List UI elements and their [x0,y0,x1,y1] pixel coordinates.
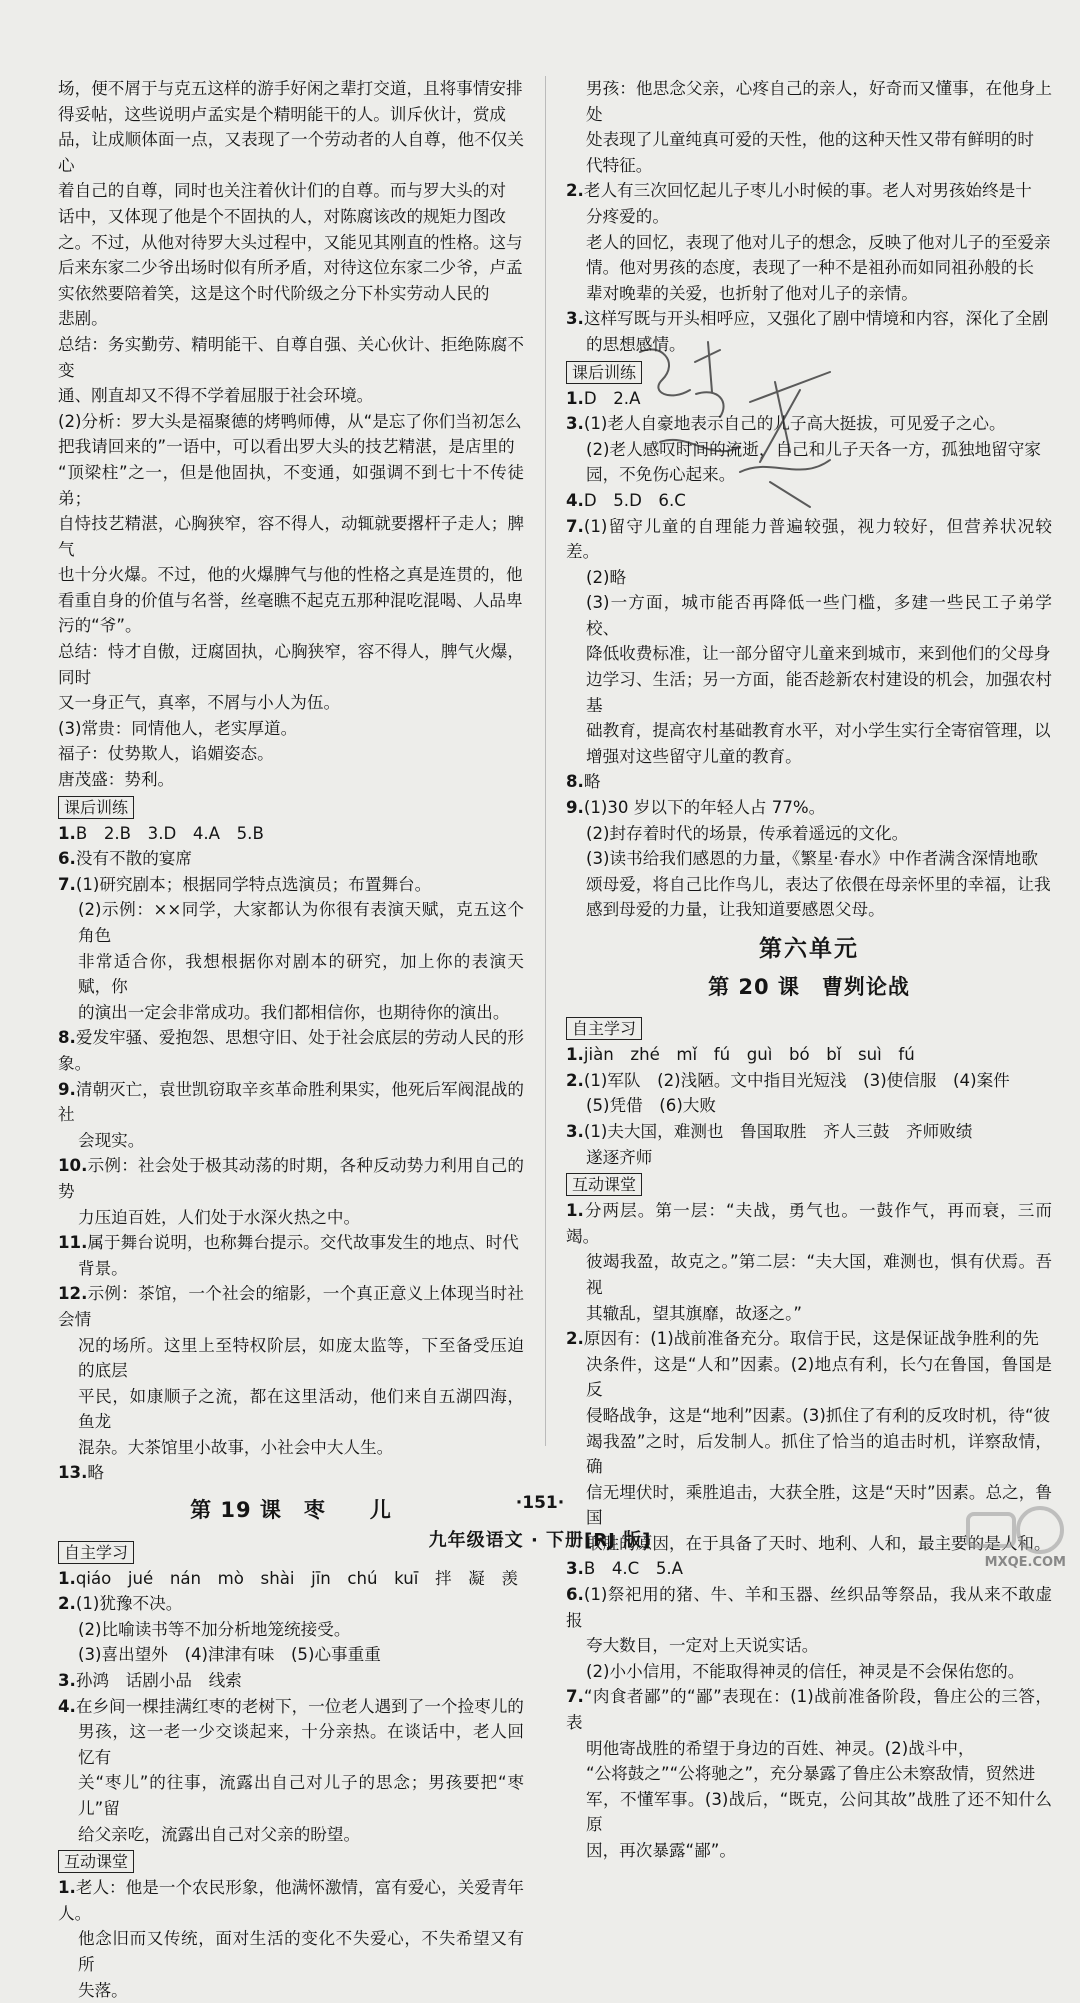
answer-line [566,1684,1052,1735]
answer-number: 1. [566,1201,584,1221]
left-hudong-list [58,1875,524,2003]
answer-line [58,1333,524,1384]
answer-text: (1)30 岁以下的年轻人占 77%。 [583,798,826,818]
answer-line [566,821,1052,847]
section-tag-hudong-right: 互动课堂 [566,1173,642,1196]
text-line: 自恃技艺精湛，心胸狭窄，容不得人，动辄就要撂杆子走人；脾气 [58,514,524,559]
answer-number: 3. [58,1671,76,1691]
answer-text: 明他寄战胜的希望于身边的百姓、神灵。(2)战斗中， [586,1738,975,1758]
answer-text: (1)夫大国，难测也 鲁国取胜 齐人三鼓 齐师败绩 [583,1121,973,1141]
text-line: 唐茂盛：势利。 [58,770,175,790]
right-zizhu-list [566,1042,1052,1170]
answer-line [58,1025,524,1076]
answer-text: 因，再次暴露“鄙”。 [586,1841,736,1860]
answer-number: 4. [58,1696,76,1716]
answer-line [58,1256,524,1282]
answer-text: (2)小小信用，不能取得神灵的信任，神灵是不会保佑您的。 [586,1661,1025,1681]
answer-text: (2)比喻读书等不加分析地笼统接受。 [78,1619,351,1639]
answer-text: 在乡间一棵挂满红枣的老树下，一位老人遇到了一个捡枣儿的 [75,1696,524,1716]
section-tag-zizhu-right: 自主学习 [566,1017,642,1040]
answer-line [566,76,1052,127]
left-zizhu-list [58,1566,524,1848]
answer-text: D 5.D 6.C [583,490,686,510]
answer-text: 增强对这些留守儿童的教育。 [586,746,802,766]
answer-text: 平民，如康顺子之流，都在这里活动，他们来自五湖四海，鱼龙 [78,1386,524,1432]
answer-line [566,872,1052,898]
answer-text: 会现实。 [78,1130,145,1150]
answer-number: 9. [566,798,584,818]
answer-line [58,1694,524,1720]
answer-line [58,1591,524,1617]
answer-line [58,1435,524,1461]
answer-text: 军，不懂军事。(3)战后，“既克，公问其故”战胜了还不知什么原 [586,1789,1052,1835]
answer-line [58,1460,524,1486]
answer-text: 他念旧而又传统，面对生活的变化不失爱心，不失希望又有所 [78,1929,524,1974]
text-line: 之。不过，从他对待罗大头过程中，又能见其刚直的性格。这与 [58,232,523,252]
answer-line [566,1198,1052,1249]
answer-line [58,897,524,948]
answer-number: 1. [58,823,76,843]
answer-text: “肉食者鄙”的“鄙”表现在：(1)战前准备阶段，鲁庄公的三答，表 [566,1687,1052,1733]
text-line: 看重自身的价值与名誉，丝毫瞧不起克五那种混吃混喝、人品卑 [58,590,523,610]
answer-text: B 4.C 5.A [583,1559,684,1579]
text-line: “顶梁柱”之一，但是他固执，不变通，如强调不到七十不传徒弟； [58,462,524,508]
answer-text: 夸大数目，一定对上天说实话。 [586,1636,819,1656]
answer-number: 8. [58,1028,76,1048]
answer-line [566,153,1052,179]
answer-text: 侵略战争，这是“地利”因素。(3)抓住了有利的反攻时机，待“彼 [586,1405,1051,1425]
answer-line [58,1128,524,1154]
answer-number: 8. [566,772,584,792]
answer-line [566,1042,1052,1068]
section-tag-kehou-left: 课后训练 [58,796,134,819]
answer-line [566,667,1052,718]
answer-line [566,565,1052,591]
text-line: 通、刚直却又不得不学着屈服于社会环境。 [58,386,374,406]
answer-text: 其辙乱，望其旗靡，故逐之。” [586,1303,803,1323]
answer-text: 给父亲吃，流露出自己对父亲的盼望。 [78,1824,361,1844]
answer-text: 信无埋伏时，乘胜追击，大获全胜，这是“天时”因素。总之，鲁国 [586,1482,1052,1528]
answer-number: 3. [566,414,584,434]
answer-line [58,1077,524,1128]
answer-line [566,1736,1052,1762]
answer-text: 背景。 [78,1258,128,1278]
answer-number: 6. [566,1585,584,1605]
text-line: 着自己的自尊，同时也关注着伙计们的自尊。而与罗大头的对 [58,181,507,201]
answer-line [566,1429,1052,1480]
answer-line [566,178,1052,204]
answer-number: 9. [58,1079,76,1099]
text-line: 实依然要陪着笑，这是这个时代阶级之分下朴实劳动人民的 [58,283,490,303]
answer-line [566,1249,1052,1300]
answer-text: 混杂。大茶馆里小故事，小社会中大人生。 [78,1437,394,1457]
answer-number: 3. [566,1559,584,1579]
answer-text: 关“枣儿”的往事，流露出自己对儿子的思念；男孩要把“枣儿”留 [78,1773,524,1818]
answer-text: 边学习、生活；另一方面，能否趁新农村建设的机会，加强农村基 [586,670,1052,715]
answer-text: 没有不散的宴席 [75,849,193,869]
answer-line [566,255,1052,281]
answer-text: 情。他对男孩的态度，表现了一种不是祖孙而如同祖孙般的长 [586,258,1035,278]
answer-line [58,1384,524,1435]
answer-line [58,1668,524,1694]
answer-text: 爱发牢骚、爱抱怨、思想守旧、处于社会底层的劳动人民的形象。 [58,1028,524,1073]
answer-text: 分两层。第一层：“夫战，勇气也。一鼓作气，再而衰，三而竭。 [566,1201,1052,1246]
answer-text: 原因有：(1)战前准备充分。取信于民，这是保证战争胜利的先 [583,1329,1039,1349]
text-line: 场，便不屑于与克五这样的游手好闲之辈打交道，且将事情安排 [58,79,523,98]
answer-number: 6. [58,849,76,869]
answer-line [566,204,1052,230]
answer-line [58,1153,524,1204]
answer-text: (3)一方面，城市能否再降低一些门槛，多建一些民工子弟学校、 [586,593,1052,638]
answer-text: 男孩：他思念父亲，心疼自己的亲人，好奇而又懂事，在他身上处 [586,79,1052,124]
answer-text: 老人：他是一个农民形象，他满怀激情，富有爱心，关爱青年人。 [58,1878,524,1923]
text-line: 品，让成顺体面一点，又表现了一个劳动者的人自尊，他不仅关心 [58,130,524,175]
lesson-20-title: 第 20 课 曹刿论战 [708,974,910,999]
answer-text: 园，不免伤心起来。 [586,465,736,485]
answer-line [58,1281,524,1332]
answer-number: 1. [566,388,584,408]
lesson-19-title: 第 19 课 枣 儿 [190,1498,392,1523]
section-tag-kehou-right: 课后训练 [566,361,642,384]
answer-number: 2. [566,1070,584,1090]
text-line: 悲剧。 [58,309,108,329]
answer-number: 7. [566,1687,584,1707]
answer-text: 分疼爱的。 [586,206,669,226]
answer-line [58,1000,524,1026]
answer-text: (1)老人自豪地表示自己的儿子高大挺拔，可见爱子之心。 [583,414,1006,434]
column-divider [545,76,546,1446]
answer-text: 示例：茶馆，一个社会的缩影，一个真正意义上体现当时社会情 [58,1284,524,1329]
answer-line [58,1770,524,1821]
answer-text: 感到母爱的力量，让我知道要感恩父母。 [586,900,885,920]
answer-text: 示例：社会处于极其动荡的时期，各种反动势力利用自己的势 [58,1156,524,1201]
answer-number: 2. [566,1329,584,1349]
page-footer: 九年级语文 · 下册[RJ 版] [428,1530,652,1551]
section-tag-zizhu-left: 自主学习 [58,1541,134,1564]
answer-line [58,1205,524,1231]
answer-line [566,1145,1052,1171]
answer-text: 略 [583,772,601,792]
answer-number: 2. [566,181,584,201]
answer-text: 彼竭我盈，故克之。”第二层：“夫大国，难测也，惧有伏焉。吾视 [586,1252,1052,1297]
answer-text: (2)示例：××同学，大家都认为你很有表演天赋，克五这个角色 [78,900,524,945]
text-line: 总结：恃才自傲，迂腐固执，心胸狭窄，容不得人，脾气火爆，同时 [58,642,524,687]
answer-number: 7. [566,516,584,536]
answer-text: “公将鼓之”“公将驰之”，充分暴露了鲁庄公未察敌情，贸然进 [586,1764,1036,1784]
answer-text: D 2.A [583,388,641,408]
answer-line [58,1617,524,1643]
answer-text: (1)留守儿童的自理能力普遍较强，视力较好，但营养状况较差。 [566,516,1052,562]
answer-text: (2)封存着时代的场景，传承着遥远的文化。 [586,823,909,843]
answer-text: 颂母爱，将自己比作鸟儿，表达了依偎在母亲怀里的幸福，让我 [586,874,1051,894]
text-line: 福子：仗势欺人，谄媚姿态。 [58,744,274,764]
answer-line [566,795,1052,821]
answer-line [566,1761,1052,1787]
answer-line [58,1719,524,1770]
answer-text: (1)祭祀用的猪、牛、羊和玉器、丝织品等祭品，我从来不敢虚报 [566,1585,1052,1630]
answer-line [566,641,1052,667]
answer-text: 取胜的原因，在于具备了天时、地利、人和，最主要的是人和。 [586,1533,1051,1553]
watermark-text: MXQE.COM [984,1555,1066,1570]
answer-text: 略 [87,1463,104,1483]
answer-line [566,744,1052,770]
answer-text: 属于舞台说明，也称舞台提示。交代故事发生的地点、时代 [87,1233,519,1253]
answer-number: 13. [58,1463,88,1483]
answer-text: 孙鸿 话剧小品 线索 [75,1671,242,1691]
answer-line [566,1633,1052,1659]
answer-text: (5)凭借 (6)大败 [586,1096,716,1116]
section-tag-hudong-left: 互动课堂 [58,1850,134,1873]
answer-line [58,1875,524,1926]
answer-line [58,1978,524,2003]
answer-text: B 2.B 3.D 4.A 5.B [75,823,264,843]
answer-line [566,1068,1052,1094]
answer-text: 竭我盈”之时，后发制人。抓住了恰当的追击时机，详察敌情，确 [586,1431,1052,1477]
answer-number: 3. [566,1121,584,1141]
answer-line [566,281,1052,307]
answer-text: 降低收费标准，让一部分留守儿童来到城市，来到他们的父母身 [586,644,1051,664]
answer-line [58,1230,524,1256]
answer-number: 1. [58,1568,76,1588]
answer-text: 失落。 [78,1980,128,2000]
answer-text: qiáo jué nán mò shài jīn chú kuī 拌 凝 羡 [75,1568,518,1588]
text-line: 也十分火爆。不过，他的火爆脾气与他的性格之真是连贯的，他 [58,565,523,585]
answer-line [566,1582,1052,1633]
answer-text: (1)研究剧本；根据同学特点选演员；布置舞台。 [75,874,432,894]
answer-text: 清朝灭亡，袁世凯窃取辛亥革命胜利果实，他死后军阀混战的社 [58,1079,524,1125]
answer-text: 础教育，提高农村基础教育水平，对小学生实行全寄宿管理，以 [586,721,1051,741]
answer-text: 这样写既与开头相呼应，又强化了剧中情境和内容，深化了全剧 [583,309,1049,329]
answer-line [58,846,524,872]
left-column [58,76,524,2003]
text-line: 话中，又体现了他是个不固执的人，对陈腐该改的规矩力图改 [58,206,507,226]
answer-line [566,230,1052,256]
answer-text: 的思想感情。 [586,334,686,354]
answer-text: (2)略 [586,567,627,587]
answer-text: 决条件，这是“人和”因素。(2)地点有利，长勺在鲁国，鲁国是反 [586,1354,1052,1400]
answer-line [566,718,1052,744]
answer-text: 的演出一定会非常成功。我们都相信你，也期待你的演出。 [78,1002,510,1022]
answer-line [58,1926,524,1977]
answer-line [58,1566,524,1592]
answer-line [566,1838,1052,1864]
answer-line [566,127,1052,153]
text-line: 总结：务实勤劳、精明能干、自尊自强、关心伙计、拒绝陈腐不变 [58,334,524,380]
answer-number: 11. [58,1233,88,1253]
answer-line [566,1787,1052,1838]
answer-line [566,1403,1052,1429]
answer-line [566,1301,1052,1327]
answer-number: 1. [566,1045,584,1065]
text-line: 把我请回来的”一语中，可以看出罗大头的技艺精湛，是店里的 [58,437,515,457]
answer-text: (1)军队 (2)浅陋。文中指目光短浅 (3)使信服 (4)案件 [583,1070,1010,1090]
answer-line [566,1119,1052,1145]
answer-number: 1. [58,1878,76,1898]
answer-text: 男孩，这一老一少交谈起来，十分亲热。在谈话中，老人回忆有 [78,1722,524,1767]
answer-text: jiàn zhé mǐ fú guì bó bǐ suì fú [583,1045,915,1065]
answer-line [566,769,1052,795]
answer-line [566,897,1052,923]
answer-text: 非常适合你，我想根据你对剧本的研究，加上你的表演天赋，你 [78,951,524,997]
text-line: 又一身正气，真率，不屑与小人为伍。 [58,693,341,713]
unit-6-title: 第六单元 [759,936,859,962]
answer-text: (3)喜出望外 (4)津津有味 (5)心事重重 [78,1645,381,1665]
answer-number: 10. [58,1156,88,1176]
right-top-list [566,76,1052,358]
answer-text: 况的场所。这里上至特权阶层，如庞太监等，下至备受压迫的底层 [78,1335,524,1381]
answer-number: 7. [58,874,76,894]
answer-line [58,1642,524,1668]
answer-text: (3)读书给我们感恩的力量，《繁星·春水》中作者满含深情地歌 [586,849,1038,869]
text-line: (2)分析：罗大头是福聚德的烤鸭师傅，从“是忘了你们当初怎么 [58,411,522,431]
answer-text: 力压迫百姓，人们处于水深火热之中。 [78,1207,361,1227]
answer-number: 4. [566,490,584,510]
answer-number: 3. [566,309,584,329]
answer-line [566,1093,1052,1119]
answer-number: 12. [58,1284,88,1304]
answer-text: 辈对晚辈的关爱，也折射了他对儿子的亲情。 [586,283,918,303]
text-line: 后来东家二少爷出场时似有所矛盾，对待这位东家二少爷，卢孟 [58,258,523,278]
answer-text: 遂逐齐师 [586,1147,653,1167]
left-kehou-list [58,821,524,1486]
answer-line [566,1352,1052,1403]
answer-text: (2)老人感叹时间的流逝，自己和儿子天各一方，孤独地留守家 [586,439,1041,459]
left-intro-text [58,76,524,793]
answer-number: 2. [58,1594,76,1614]
answer-text: 老人的回忆，表现了他对儿子的想念，反映了他对儿子的至爱亲 [586,232,1051,252]
answer-line [566,590,1052,641]
text-line: 污的“爷”。 [58,616,142,636]
page-number: ·151· [515,1493,565,1513]
answer-text: 老人有三次回忆起儿子枣儿小时候的事。老人对男孩始终是十 [583,181,1032,201]
answer-text: (1)犹豫不决。 [75,1594,183,1614]
answer-line [566,1326,1052,1352]
text-line: 得妥帖，这些说明卢孟实是个精明能干的人。训斥伙计，赏成 [58,104,507,124]
answer-line [58,949,524,1000]
answer-line [566,846,1052,872]
answer-text: 代特征。 [586,155,653,175]
handwriting-scribble [600,332,860,522]
answer-line [58,1822,524,1848]
answer-line [58,872,524,898]
answer-line [566,1659,1052,1685]
answer-line [58,821,524,847]
answer-text: 处表现了儿童纯真可爱的天性，他的这种天性又带有鲜明的时 [586,130,1035,150]
answer-line [566,306,1052,332]
text-line: (3)常贵：同情他人，老实厚道。 [58,718,298,738]
